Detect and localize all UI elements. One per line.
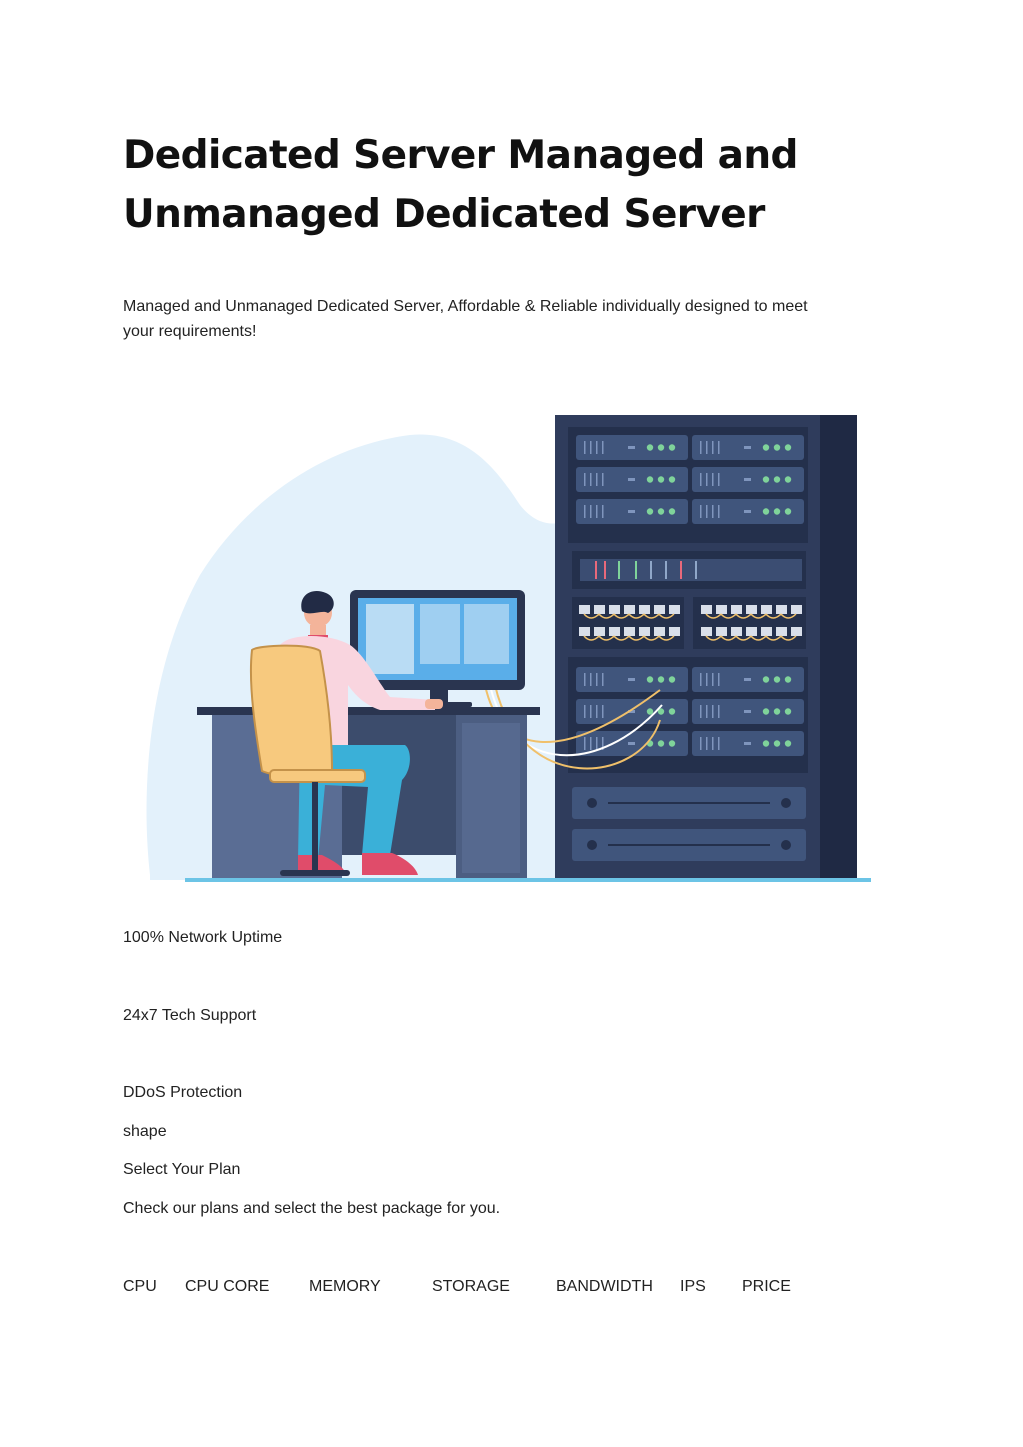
- intro-line-2: your requirements!: [123, 323, 257, 340]
- patch-port: [579, 605, 590, 614]
- patch-port: [594, 605, 605, 614]
- patch-port: [761, 605, 772, 614]
- patch-port: [624, 627, 635, 636]
- patch-port: [761, 627, 772, 636]
- intro-text: [123, 294, 883, 344]
- patch-port: [669, 605, 680, 614]
- patch-port: [776, 627, 787, 636]
- rack-unit-0: [576, 435, 688, 460]
- patch-port: [791, 605, 802, 614]
- rack-unit-11: [692, 731, 804, 756]
- rack-unit-1: [692, 435, 804, 460]
- patch-port: [594, 627, 605, 636]
- patch-port: [609, 605, 620, 614]
- patch-port: [579, 627, 590, 636]
- patch-port: [701, 605, 712, 614]
- server-admin-illustration: [140, 405, 880, 895]
- page-title: [123, 126, 883, 244]
- patch-port: [746, 605, 757, 614]
- floor-line: [185, 878, 871, 882]
- patch-port: [731, 627, 742, 636]
- column-ips: IPS: [680, 1278, 706, 1295]
- rack-unit-7: [692, 667, 804, 692]
- column-storage: STORAGE: [432, 1278, 510, 1295]
- column-bandwidth: BANDWIDTH: [556, 1278, 653, 1295]
- column-cpu-core: CPU CORE: [185, 1278, 270, 1295]
- rack-unit-5: [692, 499, 804, 524]
- rack-unit-8: [576, 699, 688, 724]
- rack-unit-4: [576, 499, 688, 524]
- patch-port: [746, 627, 757, 636]
- patch-port: [716, 627, 727, 636]
- page-title-line-1: Dedicated Server Managed and: [123, 133, 798, 178]
- intro-line-1: Managed and Unmanaged Dedicated Server, Affordable & Reliable individually designed to meet: [123, 298, 808, 315]
- server-rack: [555, 415, 857, 880]
- patch-port: [731, 605, 742, 614]
- rack-unit-3: [692, 467, 804, 492]
- patch-port: [654, 605, 665, 614]
- page-title-line-2: Unmanaged Dedicated Server: [123, 192, 765, 237]
- patch-port: [654, 627, 665, 636]
- patch-port: [716, 605, 727, 614]
- rack-unit-6: [576, 667, 688, 692]
- patch-port: [701, 627, 712, 636]
- patch-port: [639, 605, 650, 614]
- patch-port: [609, 627, 620, 636]
- column-memory: MEMORY: [309, 1278, 381, 1295]
- shape-label: shape: [123, 1123, 167, 1140]
- feature-support: 24x7 Tech Support: [123, 1007, 257, 1024]
- feature-uptime: 100% Network Uptime: [123, 929, 283, 946]
- column-cpu: CPU: [123, 1278, 157, 1295]
- plans-subtitle: Check our plans and select the best package for you.: [123, 1200, 501, 1217]
- patch-port: [639, 627, 650, 636]
- column-price: PRICE: [742, 1278, 791, 1295]
- plans-table-header: [0, 1276, 1023, 1300]
- patch-port: [776, 605, 787, 614]
- patch-port: [669, 627, 680, 636]
- patch-port: [791, 627, 802, 636]
- feature-ddos: DDoS Protection: [123, 1084, 243, 1101]
- plans-title: Select Your Plan: [123, 1161, 241, 1178]
- patch-port: [624, 605, 635, 614]
- rack-unit-2: [576, 467, 688, 492]
- rack-unit-9: [692, 699, 804, 724]
